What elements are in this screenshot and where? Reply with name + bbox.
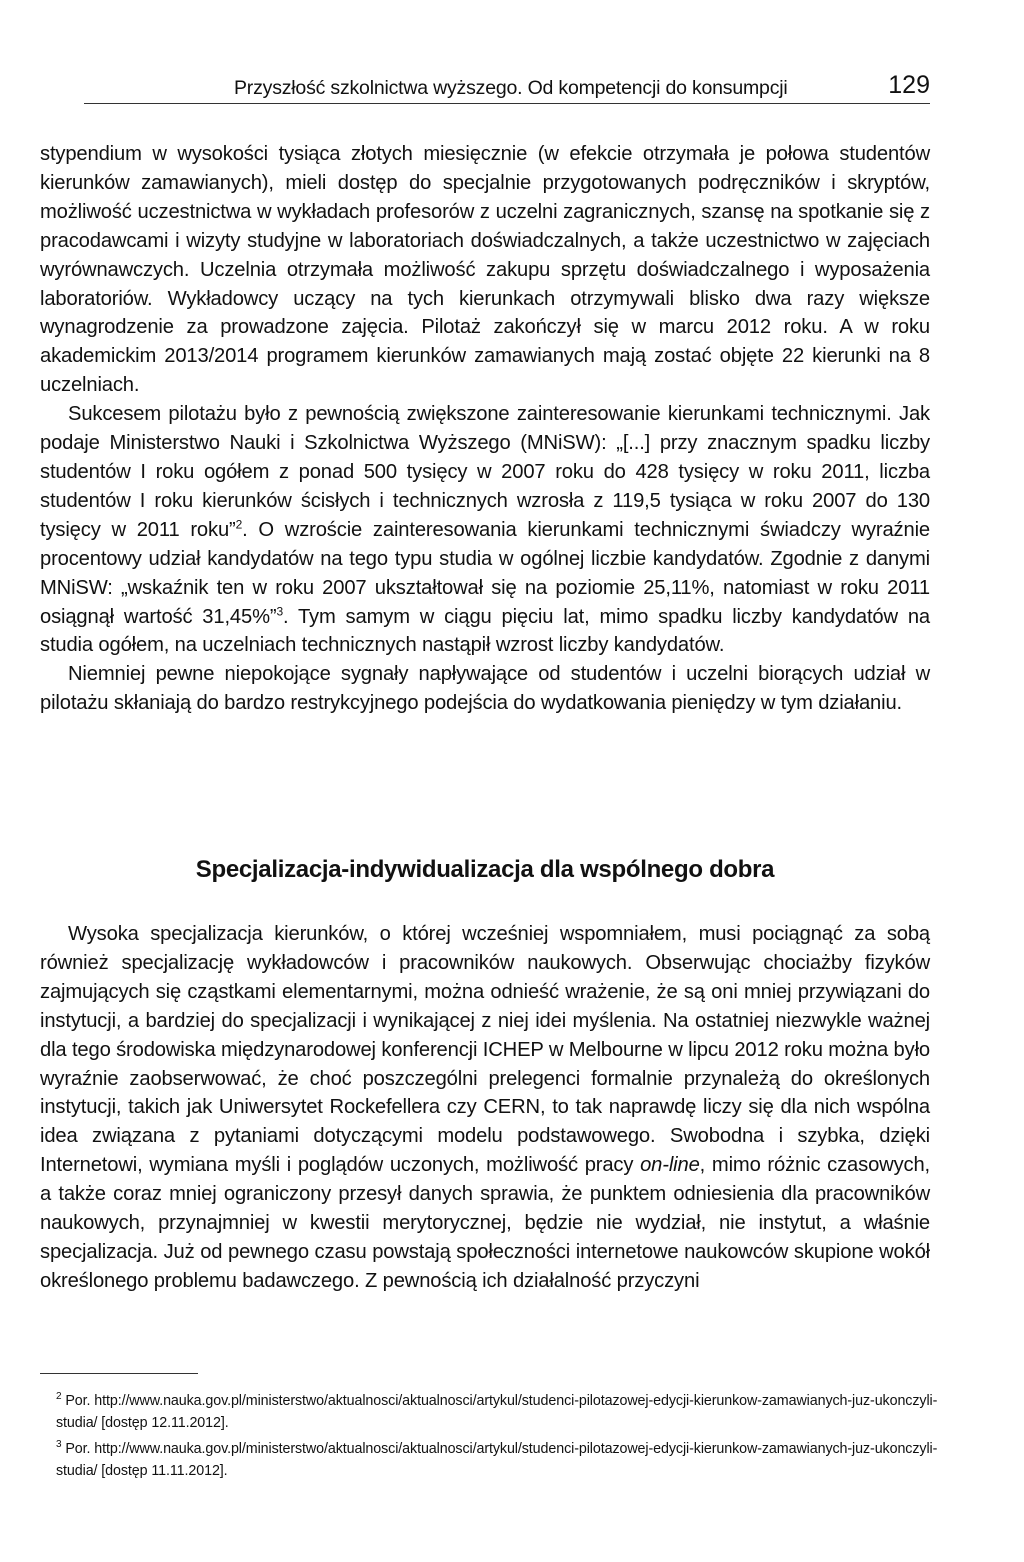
paragraph-2-part-1: Sukcesem pilotażu było z pewnością zwiększone zainteresowanie kierunkami technicznymi. Jak podaje Ministerstwo Nauki i Szkolnictwa Wyższego (MNiSW): „[...] przy znacznym spadku liczby studentów I roku ogółem z ponad 500 tysięcy w 2007 roku do 428 tysięcy w roku 2011, liczba studentów I roku kierunków ścisłych i technicznych wzrosła z 119,5 tysiąca w roku 2007 do 130 tysięcy w 2011 roku” — [40, 403, 930, 541]
section-paragraph-part-1: Wysoka specjalizacja kierunków, o której wcześniej wspomniałem, musi pociągnąć za sobą również specjalizację wykładowców i pracowników naukowych. Obserwując chociażby fizyków zajmujących się cząstkami elementarnymi, można odnieść wrażenie, że są oni mniej przywiązani do instytucji, a bardziej do specjalizacji i wynikającej z niej idei myślenia. Na ostatniej niezwykle ważnej dla tego środowiska międzynarodowej konferencji ICHEP w Melbourne w lipcu 2012 roku można było wyraźnie zaobserwować, że choć poszczególni prelegenci formalnie przynależą do określonych instytucji, takich jak Uniwersytet Rockefellera czy CERN, to tak naprawdę liczy się dla nich wspólna idea związana z pytaniami dotyczącymi modelu podstawowego. Swobodna i szybka, dzięki Internetowi, wymiana myśli i poglądów uczonych, możliwość pracy — [40, 923, 930, 1177]
footnote-2 — [40, 1386, 940, 1434]
paragraph-2 — [40, 400, 930, 660]
running-header — [40, 64, 930, 100]
footnote-2-mark: 2 — [56, 1391, 62, 1402]
paragraph-1: stypendium w wysokości tysiąca złotych miesięcznie (w efekcie otrzymała je połowa studentów kierunków zamawianych), mieli dostęp do specjalnie przygotowanych podręczników i skryptów, możliwość uczestnictwa w wykładach profesorów z uczelni zagranicznych, szansę na spotkanie się z pracodawcami i wizyty studyjne w laboratoriach doświadczalnych, a także uczestnictwo w zajęciach wyrównawczych. Uczelnia otrzymała możliwość zakupu sprzętu doświadczalnego i wyposażenia laboratoriów. Wykładowcy uczący na tych kierunkach otrzymywali blisko dwa razy większe wynagrodzenie za prowadzone zajęcia. Pilotaż zakończył się w marcu 2012 roku. A w roku akademickim 2013/2014 programem kierunków zamawianych mają zostać objęte 22 kierunki na 8 uczelniach. — [40, 143, 930, 397]
footnote-2-text: Por. http://www.nauka.gov.pl/ministerstwo/aktualnosci/aktualnosci/artykul/studenci-pilotazowej-edycji-kierunkow-zamawianych-juz-ukonczyli-studia/ [dostęp 12.11.2012]. — [56, 1392, 938, 1431]
section-heading: Specjalizacja-indywidualizacja dla wspólnego dobra — [195, 856, 775, 883]
footnote-rule — [40, 1373, 198, 1374]
paragraph-3: Niemniej pewne niepokojące sygnały napływające od studentów i uczelni biorących udział w pilotażu skłaniają do bardzo restrykcyjnego podejścia do wydatkowania pieniędzy w tym działaniu. — [40, 663, 930, 715]
running-title: Przyszłość szkolnictwa wyższego. Od kompetencji do konsumpcji — [234, 77, 788, 99]
section-text — [40, 920, 930, 1296]
paragraph-2-part-2: . O wzroście zainteresowania kierunkami technicznymi świadczy wyraźnie procentowy udział kandydatów na tego typu studia w ogólnej liczbie kandydatów. Zgodnie z danymi MNiSW: „wskaźnik ten w roku 2007 ukształtował się na poziomie 25,11%, natomiast w roku 2011 osiągnął wartość 31,45%” — [40, 518, 930, 628]
footnote-3-text: Por. http://www.nauka.gov.pl/ministerstwo/aktualnosci/aktualnosci/artykul/studenci-pilotazowej-edycji-kierunkow-zamawianych-juz-ukonczyli-studia/ [dostęp 11.11.2012]. — [56, 1440, 938, 1479]
footnote-ref-3: 3 — [276, 603, 283, 618]
section-paragraph-part-2: , mimo różnic czasowych, a także coraz mniej ograniczony przesył danych sprawia, że punktem odniesienia dla pracowników naukowych, przynajmniej w kwestii merytorycznej, będzie nie wydział, nie instytut, a właśnie specjalizacja. Już od pewnego czasu powstają społeczności internetowe naukowców skupione wokół określonego problemu badawczego. Z pewnością ich działalność przyczyni — [40, 1154, 931, 1292]
footnote-3 — [40, 1434, 940, 1482]
footnote-3-mark: 3 — [56, 1438, 62, 1450]
footnote-ref-2: 2 — [235, 517, 243, 532]
main-text — [40, 140, 930, 718]
section-paragraph — [40, 920, 930, 1296]
paragraph-2-part-3: . Tym samym w ciągu pięciu lat, mimo spadku liczby kandydatów na studia ogółem, na uczelniach technicznych nastąpił wzrost liczby kandydatów. — [40, 605, 930, 657]
page-number: 129 — [888, 71, 930, 99]
header-rule — [84, 103, 930, 104]
footnotes — [40, 1386, 940, 1482]
section-paragraph-italic: on-line — [640, 1154, 700, 1177]
